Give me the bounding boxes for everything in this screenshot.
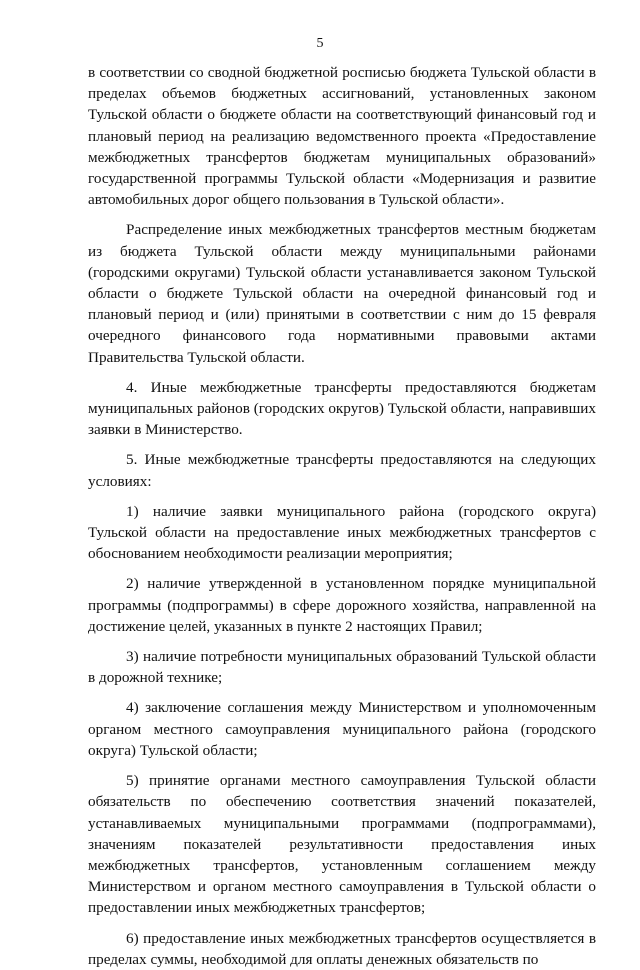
list-item: 6) предоставление иных межбюджетных трансфертов осуществляется в пределах суммы, необходимой для оплаты денежных обязательств по [88,929,596,968]
list-item: 5) принятие органами местного самоуправления Тульской области обязательств по обеспечению соответствия значений показателей, устанавливаемых муниципальными программами (подпрограммами), значениям показателей результативности предоставления иных межбюджетных трансфертов, установленным соглашением между Министерством и органом местного самоуправления в Тульской области о предоставлении иных межбюджетных трансфертов; [88,772,596,917]
paragraph: в соответствии со сводной бюджетной росписью бюджета Тульской области в пределах объемов бюджетных ассигнований, установленных законом Тульской области о бюджете области на соответствующий финансовый год и плановый период на реализацию ведомственного проекта «Предоставление межбюджетных трансфертов бюджетам муниципальных образований» государственной программы Тульской области «Модернизация и развитие автомобильных дорог общего пользования в Тульской области». [88,64,596,209]
list-item: 3) наличие потребности муниципальных образований Тульской области в дорожной технике; [88,648,596,687]
paragraph: 5. Иные межбюджетные трансферты предоставляются на следующих условиях: [88,451,596,490]
paragraph: 4. Иные межбюджетные трансферты предоставляются бюджетам муниципальных районов (городских округов) Тульской области, направивших заявки в Министерство. [88,378,596,439]
paragraph: Распределение иных межбюджетных трансфертов местным бюджетам из бюджета Тульской области между муниципальными районами (городскими округами) Тульской области устанавливается законом Тульской области о бюджете Тульской области на очередной финансовый год и плановый период и (или) принятыми в соответствии с ним до 15 февраля очередного финансового года нормативными правовыми актами Правительства Тульской области. [88,221,596,366]
page-number: 5 [316,36,324,51]
list-item: 2) наличие утвержденной в установленном порядке муниципальной программы (подпрограммы) в сфере дорожного хозяйства, направленной на достижение целей, указанных в пункте 2 настоящих Правил; [88,575,596,635]
document-body [88,62,596,970]
list-item: 4) заключение соглашения между Министерством и уполномоченным органом местного самоуправления муниципального района (городского округа) Тульской области; [88,699,596,759]
list-item: 1) наличие заявки муниципального района (городского округа) Тульской области на предоставление иных межбюджетных трансфертов с обоснованием необходимости реализации мероприятия; [88,502,596,563]
